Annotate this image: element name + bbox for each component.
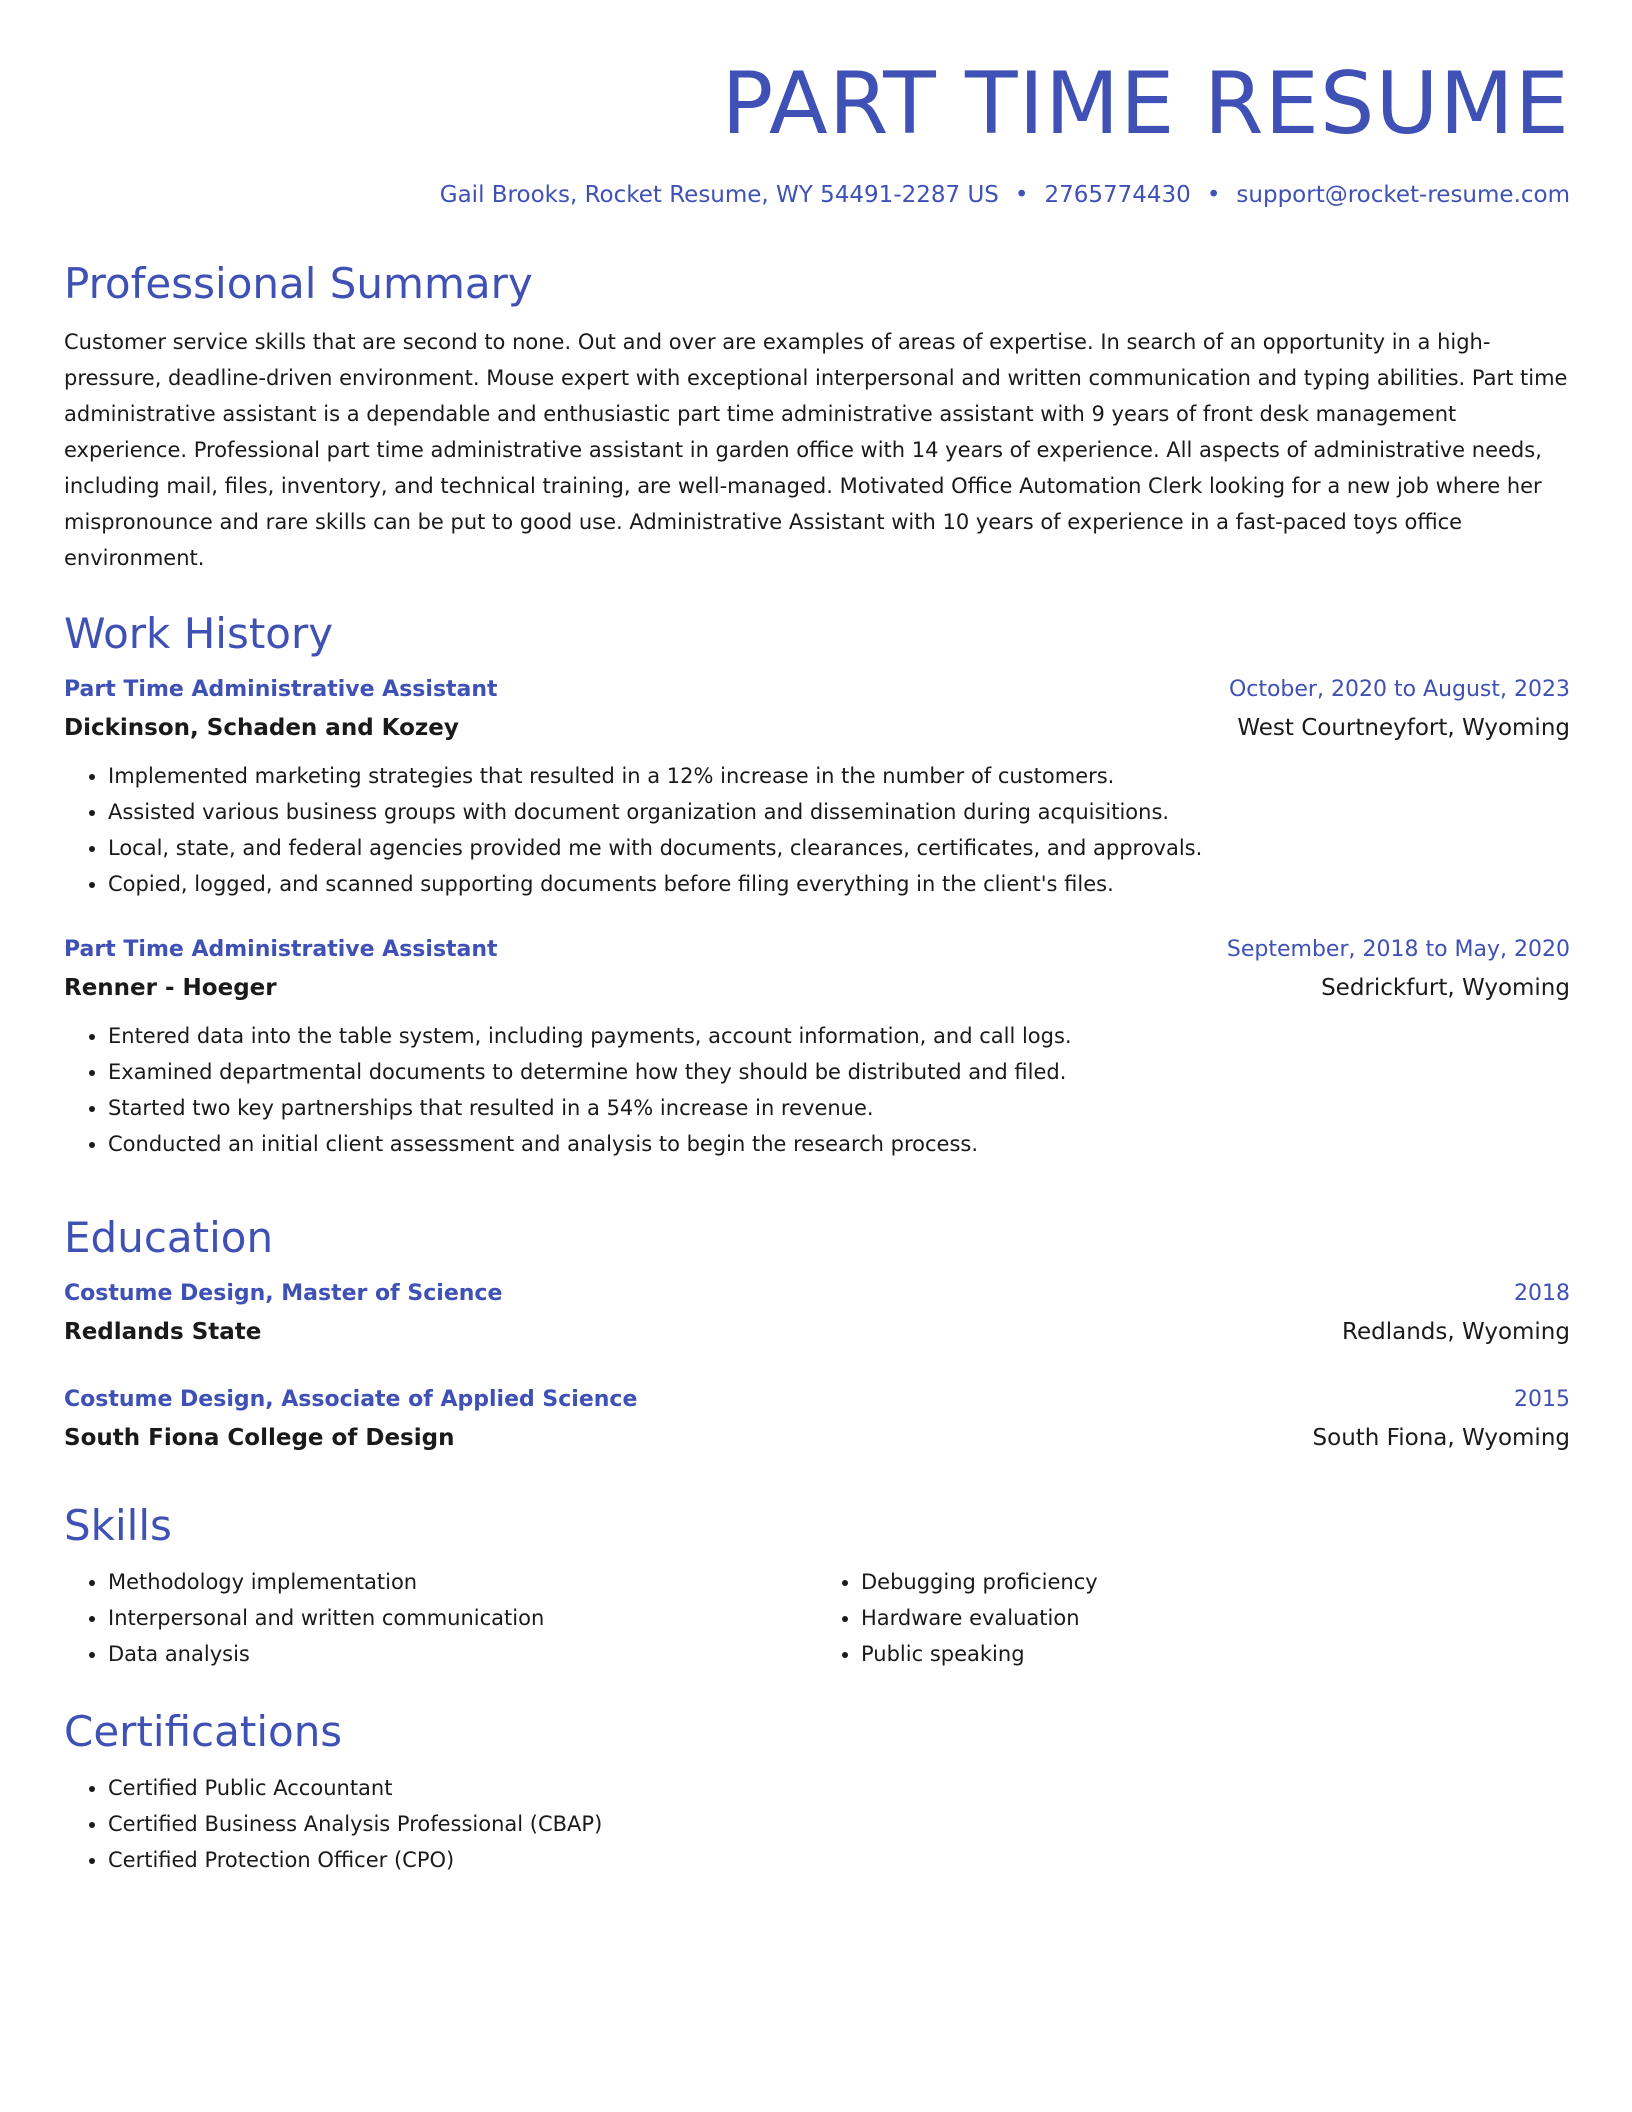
education-location: Redlands, Wyoming: [1342, 1319, 1570, 1345]
list-item: • Certified Protection Officer (CPO): [108, 1842, 1570, 1878]
education-year: 2015: [1514, 1387, 1570, 1412]
skills-list-left: [64, 1564, 817, 1672]
list-item: • Local, state, and federal agencies provided me with documents, clearances, certificates, and approvals.: [108, 830, 1570, 866]
education-entry: [64, 1276, 1570, 1352]
resume-header: [64, 0, 1570, 210]
skills-section: [64, 1500, 1570, 1672]
education-school: South Fiona College of Design: [64, 1425, 455, 1451]
education-school-row: [64, 1418, 1570, 1458]
skills-heading: Skills: [64, 1501, 172, 1550]
job-company-row: [64, 708, 1570, 748]
separator-dot: •: [1206, 182, 1221, 208]
job-bullets: [64, 758, 1570, 902]
list-item: • Examined departmental documents to determine how they should be distributed and filed.: [108, 1054, 1570, 1090]
job-entry: [64, 932, 1570, 1162]
contact-address: Gail Brooks, Rocket Resume, WY 54491-2287 US: [439, 182, 999, 208]
job-company: Renner - Hoeger: [64, 975, 277, 1001]
contact-email[interactable]: support@rocket-resume.com: [1236, 182, 1570, 208]
certifications-section: [64, 1706, 1570, 1878]
education-entry: [64, 1382, 1570, 1458]
job-dates: September, 2018 to May, 2020: [1226, 937, 1570, 962]
summary-section: [64, 258, 1570, 576]
list-item: • Hardware evaluation: [861, 1600, 1570, 1636]
list-item: • Entered data into the table system, including payments, account information, and call logs.: [108, 1018, 1570, 1054]
job-header-row: [64, 672, 1570, 708]
list-item: • Data analysis: [108, 1636, 817, 1672]
job-header-row: [64, 932, 1570, 968]
summary-text: Customer service skills that are second to none. Out and over are examples of areas of expertise. In search of an opportunity in a high-pressure, deadline-driven environment. Mouse expert with exceptional interpersonal and written communication and typing abilities. Part time administrative assistant is a dependable and enthusiastic part time administrative assistant with 9 years of front desk management experience. Professional part time administrative assistant in garden office with 14 years of experience. All aspects of administrative needs, including mail, files, inventory, and technical training, are well-managed. Motivated Office Automation Clerk looking for a new job where her mispronounce and rare skills can be put to good use. Administrative Assistant with 10 years of experience in a fast-paced toys office environment.: [64, 330, 1568, 570]
skills-grid: [64, 1552, 1570, 1672]
job-bullets: [64, 1018, 1570, 1162]
job-entry: [64, 672, 1570, 902]
list-item: • Debugging proficiency: [861, 1564, 1570, 1600]
work-history-section: [64, 608, 1570, 1162]
list-item: • Public speaking: [861, 1636, 1570, 1672]
list-item: • Assisted various business groups with document organization and dissemination during acquisitions.: [108, 794, 1570, 830]
resume-title: PART TIME RESUME: [721, 54, 1570, 154]
education-school: Redlands State: [64, 1319, 262, 1345]
resume-page: [64, 0, 1570, 1872]
job-company: Dickinson, Schaden and Kozey: [64, 715, 459, 741]
education-year: 2018: [1514, 1281, 1570, 1306]
list-item: • Interpersonal and written communication: [108, 1600, 817, 1636]
job-title: Part Time Administrative Assistant: [64, 937, 498, 962]
separator-dot: •: [1014, 182, 1029, 208]
education-degree: Costume Design, Associate of Applied Science: [64, 1387, 638, 1412]
job-location: Sedrickfurt, Wyoming: [1321, 975, 1570, 1001]
contact-line: [64, 180, 1570, 210]
work-history-heading: Work History: [64, 609, 334, 658]
certifications-heading: Certifications: [64, 1707, 343, 1756]
certifications-list: [64, 1770, 1570, 1878]
education-location: South Fiona, Wyoming: [1312, 1425, 1570, 1451]
job-dates: October, 2020 to August, 2023: [1228, 677, 1570, 702]
education-header-row: [64, 1276, 1570, 1312]
list-item: • Started two key partnerships that resulted in a 54% increase in revenue.: [108, 1090, 1570, 1126]
education-header-row: [64, 1382, 1570, 1418]
list-item: • Conducted an initial client assessment and analysis to begin the research process.: [108, 1126, 1570, 1162]
list-item: • Certified Business Analysis Professional (CBAP): [108, 1806, 1570, 1842]
list-item: • Certified Public Accountant: [108, 1770, 1570, 1806]
list-item: • Methodology implementation: [108, 1564, 817, 1600]
skills-list-right: [817, 1564, 1570, 1672]
education-heading: Education: [64, 1213, 274, 1262]
contact-phone[interactable]: 2765774430: [1044, 182, 1191, 208]
list-item: • Copied, logged, and scanned supporting documents before filing everything in the client's files.: [108, 866, 1570, 902]
job-title: Part Time Administrative Assistant: [64, 677, 498, 702]
education-degree: Costume Design, Master of Science: [64, 1281, 503, 1306]
summary-heading: Professional Summary: [64, 259, 533, 308]
education-section: [64, 1212, 1570, 1458]
job-company-row: [64, 968, 1570, 1008]
list-item: • Implemented marketing strategies that resulted in a 12% increase in the number of customers.: [108, 758, 1570, 794]
job-location: West Courtneyfort, Wyoming: [1237, 715, 1570, 741]
education-school-row: [64, 1312, 1570, 1352]
